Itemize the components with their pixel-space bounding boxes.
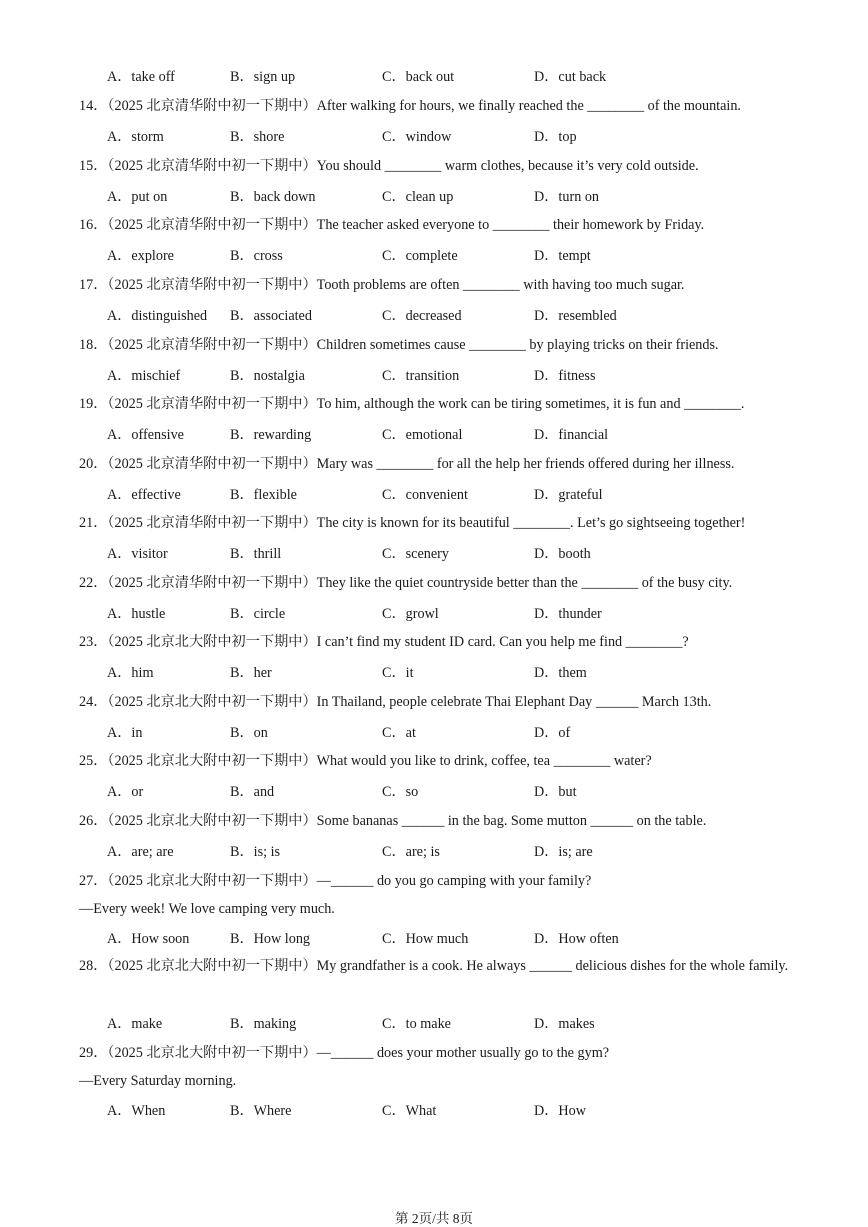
options-row-29 bbox=[0, 1100, 868, 1122]
question-stem: In Thailand, people celebrate Thai Elephant Day ______ March 13th. bbox=[316, 694, 712, 710]
question-source: （2025 北京北大附中初一下期中） bbox=[107, 694, 317, 710]
options-row-25 bbox=[0, 781, 868, 803]
option-b: B．sign up bbox=[230, 69, 296, 85]
question-source: （2025 北京清华附中初一下期中） bbox=[107, 396, 317, 412]
question-26 bbox=[79, 807, 795, 835]
question-number: 24． bbox=[79, 694, 108, 710]
question-source: （2025 北京北大附中初一下期中） bbox=[107, 753, 317, 769]
question-stem: What would you like to drink, coffee, tea ________ water? bbox=[316, 753, 652, 769]
option-a: A．make bbox=[107, 1016, 163, 1032]
options-row-24 bbox=[0, 722, 868, 744]
question-number: 15． bbox=[79, 158, 108, 174]
question-stem: Tooth problems are often ________ with having too much sugar. bbox=[316, 277, 685, 293]
option-b: B．her bbox=[230, 665, 272, 681]
question-stem: Children sometimes cause ________ by playing tricks on their friends. bbox=[316, 337, 719, 353]
question-source: （2025 北京清华附中初一下期中） bbox=[107, 277, 317, 293]
option-d: D．tempt bbox=[534, 248, 591, 264]
option-c: C．growl bbox=[382, 606, 439, 622]
option-b: B．nostalgia bbox=[230, 368, 305, 384]
option-d: D．turn on bbox=[534, 189, 600, 205]
option-a: A．or bbox=[107, 784, 144, 800]
question-29-response: —Every Saturday morning. bbox=[79, 1073, 237, 1089]
options-row-19 bbox=[0, 424, 868, 446]
question-source: （2025 北京清华附中初一下期中） bbox=[107, 98, 317, 114]
options-row-21 bbox=[0, 543, 868, 565]
question-stem: Some bananas ______ in the bag. Some mutton ______ on the table. bbox=[316, 813, 707, 829]
option-d: D．booth bbox=[534, 546, 591, 562]
option-d: D．financial bbox=[534, 427, 609, 443]
question-number: 23． bbox=[79, 634, 108, 650]
option-a: A．distinguished bbox=[107, 308, 208, 324]
option-c: C．to make bbox=[382, 1016, 451, 1032]
question-27-response: —Every week! We love camping very much. bbox=[79, 901, 335, 917]
option-d: D．of bbox=[534, 725, 571, 741]
option-b: B．rewarding bbox=[230, 427, 312, 443]
option-b: B．associated bbox=[230, 308, 312, 324]
question-15 bbox=[79, 152, 795, 180]
question-stem: They like the quiet countryside better than the ________ of the busy city. bbox=[316, 575, 733, 591]
option-d: D．but bbox=[534, 784, 577, 800]
question-18 bbox=[79, 331, 795, 359]
option-c: C．window bbox=[382, 129, 452, 145]
question-number: 29． bbox=[79, 1045, 108, 1061]
question-22 bbox=[79, 569, 795, 597]
option-d: D．is; are bbox=[534, 844, 593, 860]
question-stem: I can’t find my student ID card. Can you help me find ________? bbox=[316, 634, 689, 650]
question-source: （2025 北京清华附中初一下期中） bbox=[107, 456, 317, 472]
option-a: A．visitor bbox=[107, 546, 168, 562]
question-number: 17． bbox=[79, 277, 108, 293]
option-d: D．grateful bbox=[534, 487, 603, 503]
question-number: 25． bbox=[79, 753, 108, 769]
options-row-23 bbox=[0, 662, 868, 684]
question-stem: To him, although the work can be tiring sometimes, it is fun and ________. bbox=[316, 396, 745, 412]
question-stem: You should ________ warm clothes, because it’s very cold outside. bbox=[316, 158, 699, 174]
options-row-16 bbox=[0, 245, 868, 267]
option-a: A．are; are bbox=[107, 844, 174, 860]
question-27 bbox=[79, 867, 795, 895]
question-source: （2025 北京北大附中初一下期中） bbox=[107, 634, 317, 650]
question-number: 22． bbox=[79, 575, 108, 591]
question-23 bbox=[79, 628, 795, 656]
option-a: A．hustle bbox=[107, 606, 166, 622]
question-number: 26． bbox=[79, 813, 108, 829]
option-d: D．fitness bbox=[534, 368, 596, 384]
option-b: B．circle bbox=[230, 606, 286, 622]
option-b: B．making bbox=[230, 1016, 297, 1032]
option-b: B．thrill bbox=[230, 546, 282, 562]
option-a: A．put on bbox=[107, 189, 168, 205]
option-b: B．shore bbox=[230, 129, 285, 145]
option-a: A．explore bbox=[107, 248, 174, 264]
question-19 bbox=[79, 390, 795, 418]
options-row-28 bbox=[0, 1013, 868, 1035]
question-number: 27． bbox=[79, 873, 108, 889]
option-d: D．top bbox=[534, 129, 577, 145]
options-row-18 bbox=[0, 365, 868, 387]
option-a: A．When bbox=[107, 1103, 166, 1119]
option-b: B．cross bbox=[230, 248, 283, 264]
question-source: （2025 北京清华附中初一下期中） bbox=[107, 217, 317, 233]
option-c: C．are; is bbox=[382, 844, 440, 860]
option-a: A．in bbox=[107, 725, 143, 741]
question-source: （2025 北京清华附中初一下期中） bbox=[107, 515, 317, 531]
question-17 bbox=[79, 271, 795, 299]
options-row-22 bbox=[0, 603, 868, 625]
options-row-27 bbox=[0, 928, 868, 950]
option-a: A．offensive bbox=[107, 427, 184, 443]
question-source: （2025 北京北大附中初一下期中） bbox=[107, 813, 317, 829]
question-number: 21． bbox=[79, 515, 108, 531]
options-row-14 bbox=[0, 126, 868, 148]
option-b: B．How long bbox=[230, 931, 311, 947]
options-row-26 bbox=[0, 841, 868, 863]
question-21 bbox=[79, 509, 795, 537]
option-c: C．it bbox=[382, 665, 414, 681]
options-row-17 bbox=[0, 305, 868, 327]
question-stem: —______ do you go camping with your family? bbox=[316, 873, 592, 889]
question-24 bbox=[79, 688, 795, 716]
option-c: C．back out bbox=[382, 69, 455, 85]
question-16 bbox=[79, 211, 795, 239]
page-footer: 第 2页/共 8页 bbox=[394, 1211, 473, 1226]
option-c: C．How much bbox=[382, 931, 469, 947]
question-number: 14． bbox=[79, 98, 108, 114]
question-number: 18． bbox=[79, 337, 108, 353]
question-stem: The city is known for its beautiful ________. Let’s go sightseeing together! bbox=[316, 515, 746, 531]
option-d: D．How often bbox=[534, 931, 619, 947]
option-c: C．so bbox=[382, 784, 419, 800]
option-c: C．at bbox=[382, 725, 416, 741]
option-c: C．clean up bbox=[382, 189, 454, 205]
question-source: （2025 北京北大附中初一下期中） bbox=[107, 873, 317, 889]
option-c: C．decreased bbox=[382, 308, 462, 324]
question-25 bbox=[79, 747, 795, 775]
option-c: C．convenient bbox=[382, 487, 468, 503]
option-b: B．is; is bbox=[230, 844, 281, 860]
option-d: D．cut back bbox=[534, 69, 607, 85]
option-a: A．storm bbox=[107, 129, 164, 145]
question-source: （2025 北京北大附中初一下期中） bbox=[107, 1045, 317, 1061]
question-14 bbox=[79, 92, 795, 120]
option-a: A．effective bbox=[107, 487, 181, 503]
option-d: D．makes bbox=[534, 1016, 595, 1032]
question-number: 20． bbox=[79, 456, 108, 472]
option-c: C．complete bbox=[382, 248, 458, 264]
option-c: C．What bbox=[382, 1103, 437, 1119]
option-d: D．them bbox=[534, 665, 587, 681]
options-row-13 bbox=[0, 66, 868, 88]
option-b: B．back down bbox=[230, 189, 316, 205]
options-row-15 bbox=[0, 186, 868, 208]
question-source: （2025 北京清华附中初一下期中） bbox=[107, 575, 317, 591]
options-row-20 bbox=[0, 484, 868, 506]
option-a: A．mischief bbox=[107, 368, 181, 384]
option-a: A．take off bbox=[107, 69, 175, 85]
option-c: C．scenery bbox=[382, 546, 449, 562]
question-stem: My grandfather is a cook. He always ______ delicious dishes for the whole family. bbox=[316, 958, 789, 974]
option-a: A．How soon bbox=[107, 931, 190, 947]
question-number: 16． bbox=[79, 217, 108, 233]
question-29 bbox=[79, 1039, 795, 1067]
question-number: 28． bbox=[79, 958, 108, 974]
question-source: （2025 北京北大附中初一下期中） bbox=[107, 958, 317, 974]
option-b: B．and bbox=[230, 784, 275, 800]
option-a: A．him bbox=[107, 665, 154, 681]
option-b: B．Where bbox=[230, 1103, 292, 1119]
option-b: B．flexible bbox=[230, 487, 297, 503]
option-d: D．thunder bbox=[534, 606, 602, 622]
question-number: 19． bbox=[79, 396, 108, 412]
option-d: D．resembled bbox=[534, 308, 617, 324]
option-c: C．emotional bbox=[382, 427, 463, 443]
question-stem: —______ does your mother usually go to the gym? bbox=[316, 1045, 610, 1061]
question-stem: The teacher asked everyone to ________ their homework by Friday. bbox=[316, 217, 705, 233]
option-d: D．How bbox=[534, 1103, 587, 1119]
question-20 bbox=[79, 450, 795, 478]
question-stem: After walking for hours, we finally reached the ________ of the mountain. bbox=[316, 98, 741, 114]
question-28 bbox=[79, 952, 795, 981]
option-c: C．transition bbox=[382, 368, 460, 384]
question-stem: Mary was ________ for all the help her friends offered during her illness. bbox=[316, 456, 735, 472]
question-source: （2025 北京清华附中初一下期中） bbox=[107, 337, 317, 353]
question-source: （2025 北京清华附中初一下期中） bbox=[107, 158, 317, 174]
option-b: B．on bbox=[230, 725, 268, 741]
